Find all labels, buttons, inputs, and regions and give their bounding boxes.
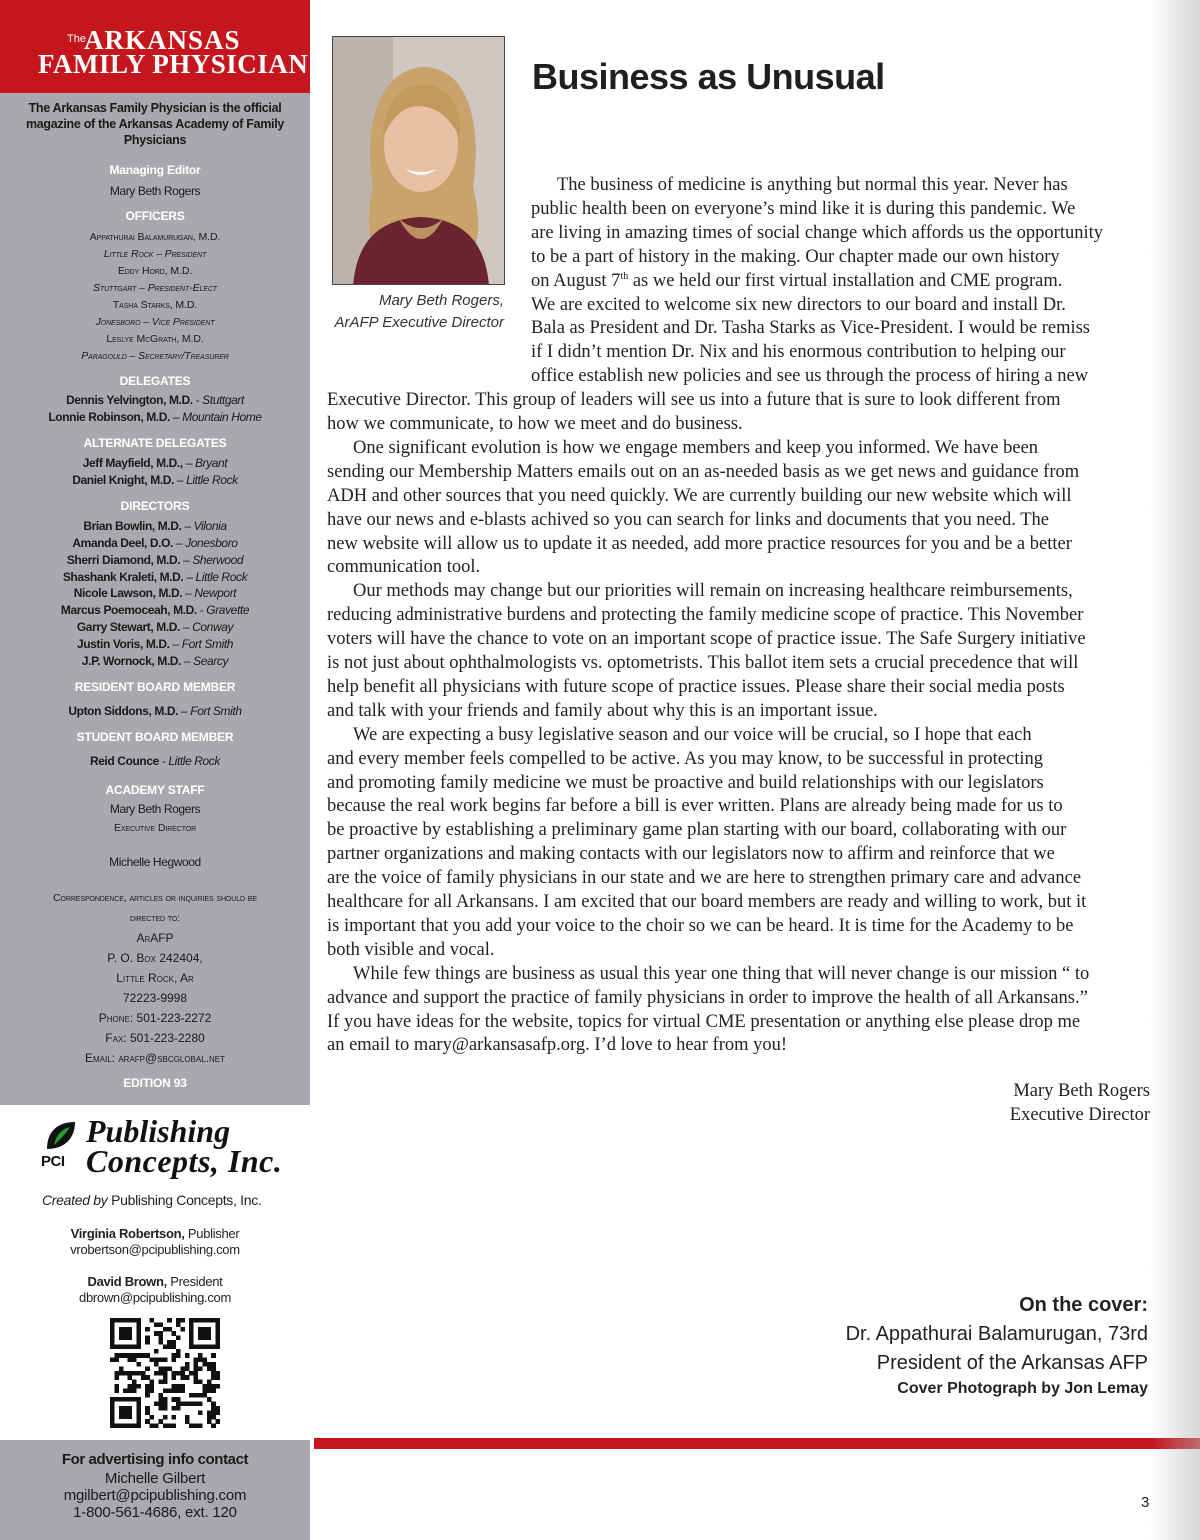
publisher-logo [40,1115,300,1177]
directors-heading: DIRECTORS [120,499,190,513]
signature-name: Mary Beth Rogers [1013,1081,1150,1101]
advertising-contact-phone: 1-800-561-4686, ext. 120 [73,1504,237,1521]
masthead-line1: ARKANSAS [84,25,241,55]
footer-red-rule [314,1438,1200,1449]
officers-heading: OFFICERS [125,209,185,223]
president-contact-email[interactable]: dbrown@pcipublishing.com [79,1290,231,1305]
article-line: help benefit all physicians with future scope of practice issues. Please share their social media posts [327,676,1065,697]
address-line: 72223-9998 [122,991,188,1005]
page-number: 3 [1141,1494,1150,1511]
alternate-entry: Daniel Knight, M.D. – Little Rock [72,473,238,487]
staff-title: Executive Director [113,822,197,834]
publisher-contact-email[interactable]: vrobertson@pcipublishing.com [70,1242,240,1257]
article-line: new website will allow us to update it as needed, add more practice resources for you and be a better [327,533,1072,554]
managing-editor-name: Mary Beth Rogers [109,184,201,198]
article-line: communication tool. [327,557,481,578]
correspondence-note: Correspondence, articles or inquiries should be [53,892,257,904]
officer-name: Eddy Hord, M.D. [117,265,193,277]
article-line: Executive Director. This group of leaders will see us into a future that is sure to look different from [327,390,1061,411]
officer-name: Leslye McGrath, M.D. [106,333,204,345]
advertising-contact-email[interactable]: mgilbert@pcipublishing.com [63,1487,247,1504]
article-line: on August 7th as we held our first virtual installation and CME program. [531,270,1063,291]
article-line: how we communicate, to how we meet and do business. [327,414,743,434]
article-line: to be a part of history in the making. Our chapter made our own history [531,246,1060,267]
article-line: One significant evolution is how we engage members and keep you informed. We have been [353,437,1039,458]
director-entry: Amanda Deel, D.O. – Jonesboro [72,536,238,550]
alternate-entry: Jeff Mayfield, M.D., – Bryant [82,456,228,470]
article-line: are living in amazing times of social change which affords us the opportunity [531,222,1103,243]
director-entry: J.P. Wornock, M.D. – Searcy [81,654,229,668]
publisher-contact-name: Virginia Robertson, Publisher [70,1226,240,1241]
staff-name: Mary Beth Rogers [109,802,201,816]
masthead [0,0,310,93]
delegates-heading: DELEGATES [119,374,191,388]
article-line: is not just about ophthalmologists vs. optometrists. This ballot item sets a crucial precedence that will [327,653,1079,673]
article-line: We are excited to welcome six new directors to our board and install Dr. [531,294,1066,315]
director-entry: Nicole Lawson, M.D. – Newport [73,586,237,600]
pci-word-publishing: Publishing [86,1113,231,1149]
article-line: are the voice of family physicians in our state and we are here to strengthen primary care and advance [327,868,1082,889]
officer-role: Jonesboro – Vice President [95,316,215,328]
cover-heading: On the cover: [1019,1294,1148,1316]
article-line: is important that you add your voice to the choir so we can be heard. It is time for the Academy to be [327,915,1074,936]
phone-line: Phone: 501-223-2272 [98,1011,212,1025]
article-line: an email to mary@arkansasafp.org. I’d love to hear from you! [327,1035,788,1056]
article-line: reducing administrative burdens and protecting the family medicine scope of practice. This November [327,605,1084,626]
staff-name: Michelle Hegwood [109,855,201,869]
cover-photo-credit: Cover Photograph by Jon Lemay [897,1380,1148,1397]
student-heading: STUDENT BOARD MEMBER [76,730,234,744]
advertising-contact-name: Michelle Gilbert [104,1470,206,1487]
resident-heading: RESIDENT BOARD MEMBER [74,680,236,694]
article-line: Our methods may change but our priorities will remain on increasing healthcare reimbursements, [353,581,1073,602]
masthead-the: The [67,33,86,45]
article-line: ADH and other sources that you need quickly. We are currently building our new website which will [327,485,1072,506]
photo-caption-title: ArAFP Executive Director [334,314,504,331]
address-line: ArAFP [136,931,174,945]
pci-leaf-icon [44,1119,78,1153]
director-entry: Shashank Kraleti, M.D. – Little Rock [62,570,248,584]
article-line: have our news and e-blasts achived so you can search for links and documents that you need. The [327,509,1049,530]
officer-role: Stuttgart – President-Elect [93,282,217,294]
article-line: if I didn’t mention Dr. Nix and his enormous contribution to helping our [531,342,1066,363]
article-line: and talk with your friends and family about why this is an important issue. [327,700,878,721]
director-entry: Justin Voris, M.D. – Fort Smith [76,637,234,651]
email-line: Email: arafp@sbcglobal.net [85,1051,225,1065]
alternate-delegates-heading: ALTERNATE DELEGATES [83,436,227,450]
officer-name: Appathurai Balamurugan, M.D. [89,231,221,243]
article-line: sending our Membership Matters emails out on an as-needed basis as we get news and guidance from [327,461,1080,482]
article-line: advance and support the practice of family physicians in order to improve the health of all Arkansans.” [327,987,1088,1008]
article-line: While few things are business as usual this year one thing that will never change is our mission “ to [353,963,1090,984]
correspondence-note: directed to: [129,912,180,924]
article-line: partner organizations and making contacts with our legislators now to affirm and reinforce that we [327,844,1055,865]
qr-code-icon[interactable] [110,1318,220,1428]
cover-description-line2: President of the Arkansas AFP [876,1352,1148,1374]
director-entry: Garry Stewart, M.D. – Conway [76,620,234,634]
address-line: P. O. Box 242404, [107,951,203,965]
article-title: Business as Unusual [532,56,885,97]
director-entry: Marcus Poemoceah, M.D. - Gravette [60,603,250,617]
created-by: Created by Publishing Concepts, Inc. [42,1192,262,1208]
advertising-heading: For advertising info contact [61,1451,249,1468]
signature-title: Executive Director [1009,1105,1150,1125]
cover-description-line1: Dr. Appathurai Balamurugan, 73rd [845,1323,1148,1345]
photo-caption-name: Mary Beth Rogers, [378,292,504,309]
article-line: because the real work begins far before a bill is ever written. Plans are already being made for us to [327,796,1063,817]
president-contact-name: David Brown, President [87,1274,223,1289]
page-gutter-shadow [1150,0,1200,1540]
managing-editor-heading: Managing Editor [109,163,201,177]
officer-name: Tasha Starks, M.D. [112,299,198,311]
advertising-panel [0,1440,310,1540]
academy-staff-heading: ACADEMY STAFF [105,783,205,797]
resident-entry: Upton Siddons, M.D. – Fort Smith [68,704,242,718]
article-line: and promoting family medicine we must be proactive and build relationships with our legislators [327,772,1044,793]
address-line: Little Rock, Ar [116,971,194,985]
delegate-entry: Lonnie Robinson, M.D. – Mountain Home [48,410,262,424]
article-line: Bala as President and Dr. Tasha Starks as Vice-President. I would be remiss [531,318,1090,339]
staff-panel [0,93,310,1105]
article-line: be proactive by establishing a preliminary game plan starting with our board, collaborating with our [327,820,1067,841]
sidebar [0,0,310,1540]
officer-role: Paragould – Secretary/Treasurer [81,350,229,362]
article-line: office establish new policies and see us through the process of hiring a new [531,366,1089,387]
author-photo [332,36,505,285]
article-line: public health been on everyone’s mind like it is during this pandemic. We [531,198,1076,219]
director-entry: Sherri Diamond, M.D. – Sherwood [66,553,244,567]
article-line: both visible and vocal. [327,939,495,960]
article-line: voters will have the chance to vote on an important scope of practice issue. The Safe Surgery initiative [327,629,1086,650]
magazine-intro: The Arkansas Family Physician is the official magazine of the Arkansas Academy of Family Physicians [25,101,285,147]
masthead-line2: FAMILY PHYSICIAN [38,49,309,79]
article-line: The business of medicine is anything but normal this year. Never has [557,175,1068,195]
edition-label: EDITION 93 [123,1076,187,1090]
article-line: We are expecting a busy legislative season and our voice will be crucial, so I hope that each [353,724,1032,745]
pci-word-concepts: Concepts, Inc. [86,1143,283,1179]
article-line: and every member feels compelled to be active. As you may know, to be successful in protecting [327,748,1043,769]
delegate-entry: Dennis Yelvington, M.D. - Stuttgart [66,393,244,407]
fax-line: Fax: 501-223-2280 [105,1031,205,1045]
pci-letters: PCI [41,1153,65,1170]
student-entry: Reid Counce - Little Rock [89,754,221,768]
officer-role: Little Rock – President [103,248,207,260]
article-line: healthcare for all Arkansans. I am excited that our board members are ready and willing to work, but it [327,892,1087,912]
director-entry: Brian Bowlin, M.D. – Vilonia [83,519,227,533]
article-line: If you have ideas for the website, topics for virtual CME presentation or anything else please drop me [327,1011,1081,1032]
